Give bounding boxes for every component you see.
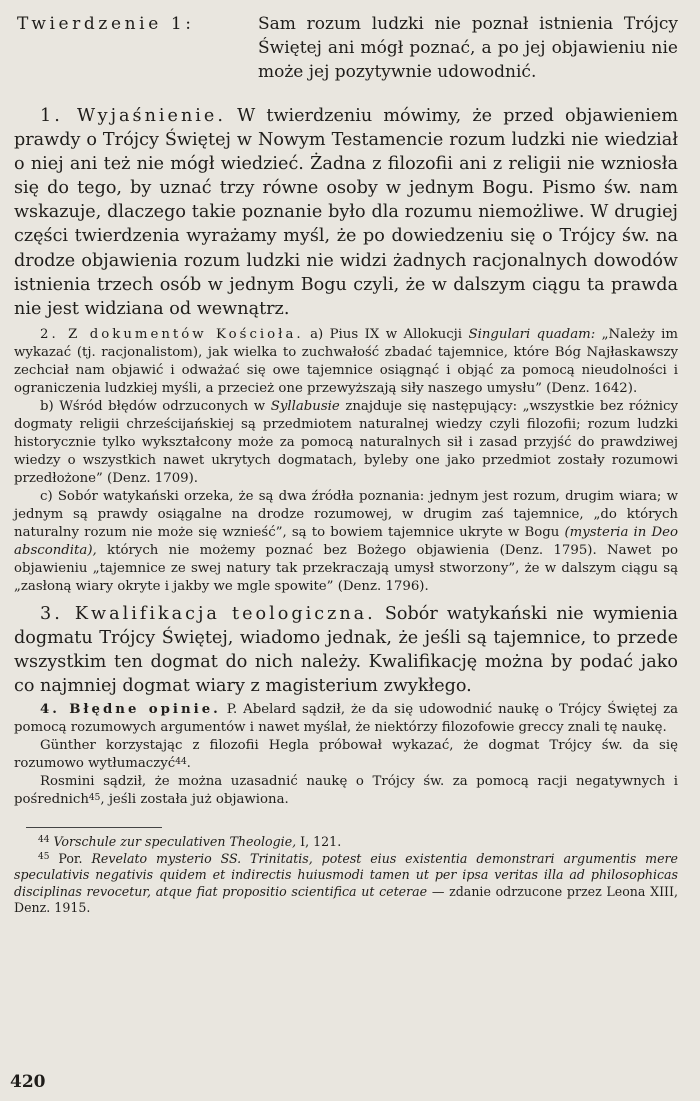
footnote-44-number: 44 [38,835,50,846]
section-2b-title: Syllabusie [270,398,340,414]
section-2b [14,398,678,488]
section-4-rosmini [14,773,678,809]
section-1-heading: 1. Wyjaśnienie. [40,106,226,126]
section-1-body: W twierdzeniu mówimy, że przed objawieniem prawdy o Trójcy Świętej w Nowym Testamencie rozum ludzki nie wiedział o niej ani też nie mógł wiedzieć. Żadna z filozofii ani z religii nie wzniosła się do tego, by uznać trzy równe osoby w jednym Bogu. Pismo św. nam wskazuje, dlaczego takie poznanie było dla rozumu niemożliwe. W drugiej części twierdzenia wyrażamy myśl, że po dowiedzeniu się o Trójcy św. na drodze objawienia rozum ludzki nie widzi żadnych racjonalnych dowodów istnienia trzech osób w jednym Bogu czyli, że w dalszym ciągu ta prawda nie jest widziana od wewnątrz. [14,106,679,319]
section-4-heading: 4. Błędne opinie. [40,702,221,718]
footnote-45-number: 45 [38,851,50,862]
thesis-label: Twierdzenie 1: [17,14,195,34]
section-2a-pre: a) Pius IX w Allokucji [310,326,463,342]
section-2c-latin: (mysteria in Deo abscondita), [14,524,678,558]
section-2c [14,488,678,596]
footnote-45-latin: Revelato mysterio SS. Trinitatis, potest eius existentia demonstrari argumentis mere speculativis negativis quidem et indirectis huiusmodi tamen ut per ipsa veritas illa ad philosophicas disciplinas revocetur, atque fiat propositio scientifica ut ceterae [14,850,678,899]
section-4-rosmini-text: Rosmini sądził, że można uzasadnić naukę o Trójcy św. za pomocą racji negatywnych i pośrednich [14,774,678,808]
page-number: 420 [10,1072,46,1092]
footnote-ref-45: 45 [88,793,101,804]
section-4-guenther-text: Günther korzystając z filozofii Hegla próbował wykazać, że dogmat Trójcy św. da się rozumowo wytłumaczyć [14,738,678,772]
footnote-44-title: Vorschule zur speculativen Theologie, [53,834,297,850]
section-2a [14,326,678,398]
section-3-body: Sobór watykański nie wymienia dogmatu Trójcy Świętej, wiadomo jednak, że jeśli są tajemnice, to przede wszystkim ten dogmat do nich należy. Kwalifikację można by podać jako co najmniej dogmat wiary z magisterium zwykłego. [14,603,678,697]
section-2a-title: Singulari quadam: [468,326,596,342]
section-4 [14,701,678,737]
thesis [14,12,678,84]
footnote-44 [14,834,678,851]
section-2b-body: znajduje się następujący: „wszystkie bez różnicy dogmaty religii chrześcijańskiej są przedmiotem naturalnej wiedzy czyli filozofii; rozum ludzki historycznie tylko wykształcony może za pomocą naturalnych sił i zasad przyjść do prawdziwej wiedzy o wszystkich nawet ukrytych dogmatach, byleby one jako przedmiot zostały rozumowi przedłożone” (Denz. 1709). [14,398,678,486]
section-2-heading: 2. Z dokumentów Kościoła. [40,326,304,342]
section-2b-pre: b) Wśród błędów odrzuconych w [40,398,266,414]
footnote-45-rest: — zdanie odrzucone przez Leona XIII, Denz. 1915. [14,883,678,916]
thesis-text: Sam rozum ludzki nie poznał istnienia Trójcy Świętej ani mógł poznać, a po jej objawieniu nie może jej pozytywnie udowodnić. [258,14,678,82]
footnotes [14,823,678,917]
section-3 [14,602,678,698]
section-1 [14,104,678,321]
footnote-rule [26,827,162,828]
section-3-heading: 3. Kwalifikacja teologiczna. [40,603,376,624]
footnote-45-por: Por. [58,850,83,866]
footnote-45 [14,851,678,917]
footnote-ref-44: 44 [175,757,187,768]
section-4-rosmini-tail: , jeśli została już objawiona. [100,792,289,808]
section-4-guenther: Günther korzystając z filozofii Hegla próbował wykazać, że dogmat Trójcy św. da się rozumowo wytłumaczyć$^{44}$. [14,738,678,772]
section-2c-pre: c) Sobór watykański orzeka, że są dwa źródła poznania: jednym jest rozum, drugim wiara; w jednym są prawdy osiągalne na drodze rozumowej, w drugim zaś tajemnice, „do których naturalny rozum nie może się wznieść”, są to bowiem tajemnice ukryte w Bogu [14,488,678,540]
section-2c-post: których nie możemy poznać bez Bożego objawienia (Denz. 1795). Nawet po objawieniu „tajemnice ze swej natury tak przekraczają umysł stworzony”, że w dalszym ciągu są „zasłoną wiary okryte i jakby we mgle spowite” (Denz. 1796). [14,542,678,594]
section-4-body: P. Abelard sądził, że da się udowodnić naukę o Trójcy Świętej za pomocą rozumowych argumentów i nawet myślał, że niektórzy filozofowie greccy znali tę naukę. [14,702,678,736]
footnote-44-rest: I, 121. [300,834,342,850]
section-2a-body: „Należy im wykazać (tj. racjonalistom), jak wielka to zuchwałość zbadać tajemnice, które Bóg Najłaskawszy zechciał nam objawić i odważać się owe tajemnice osiągnąć i objąć za pomocą nieudolności i ograniczenia ludzkiej myśli, a przecież one przewyższają siły naszego umysłu” (Denz. 1642). [14,326,678,396]
